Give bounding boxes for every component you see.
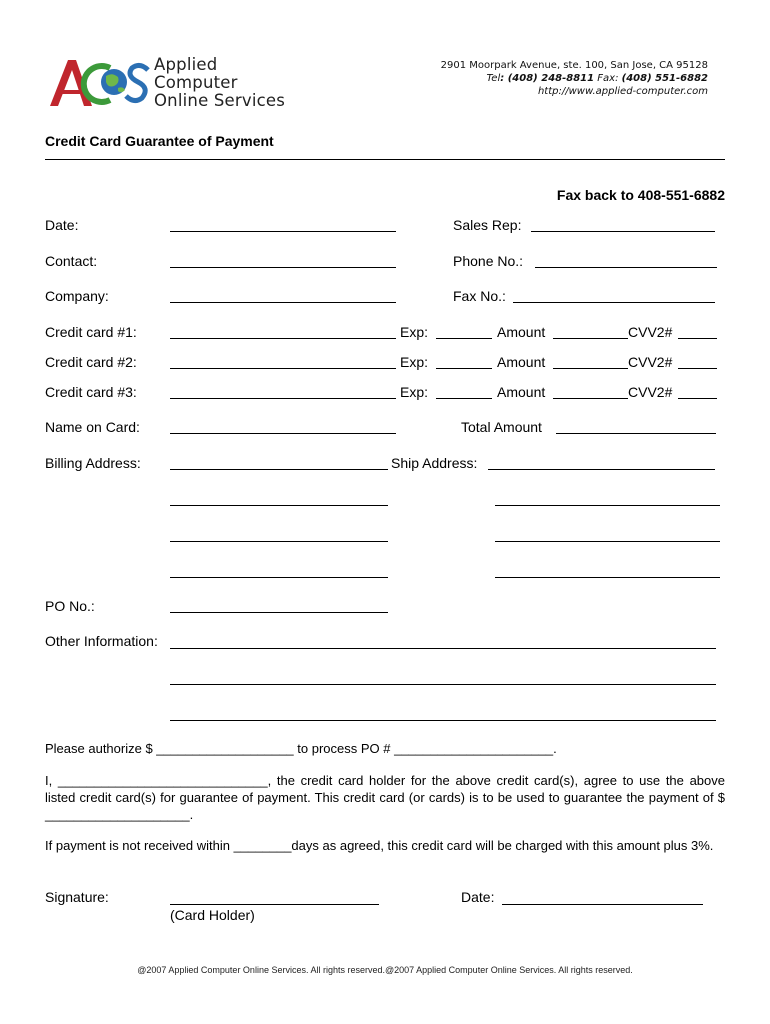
total-amount-label: Total Amount: [461, 419, 542, 435]
fax-back-note: Fax back to 408-551-6882: [556, 187, 725, 203]
billing-address-field-1[interactable]: [170, 469, 388, 470]
name-on-card-field[interactable]: [170, 433, 396, 434]
credit-card-3-cvv-label: CVV2#: [628, 384, 673, 400]
date-label: Date:: [45, 217, 79, 233]
total-amount-field[interactable]: [556, 433, 716, 434]
po-field[interactable]: [170, 612, 388, 613]
ship-address-field-4[interactable]: [495, 577, 720, 578]
other-info-field-2[interactable]: [170, 684, 716, 685]
credit-card-2-exp-label: Exp:: [400, 354, 429, 370]
credit-card-3-number-field[interactable]: [170, 398, 396, 399]
sales-rep-field[interactable]: [531, 231, 715, 232]
credit-card-2-cvv-field[interactable]: [678, 368, 717, 369]
credit-card-1-exp-label: Exp:: [400, 324, 429, 340]
credit-card-3-label: Credit card #3:: [45, 384, 137, 400]
billing-address-label: Billing Address:: [45, 455, 141, 471]
footer-copyright: @2007 Applied Computer Online Services. All rights reserved.@2007 Applied Computer Online Services. All rights reserved.: [137, 965, 633, 975]
fax-field[interactable]: [513, 302, 715, 303]
phone-label: Phone No.:: [453, 253, 524, 269]
credit-card-2-number-field[interactable]: [170, 368, 396, 369]
credit-card-3-amount-label: Amount: [497, 384, 546, 400]
title-divider: [45, 159, 725, 160]
other-info-field-3[interactable]: [170, 720, 716, 721]
credit-card-1-cvv-label: CVV2#: [628, 324, 673, 340]
company-name-line2: Computer: [154, 73, 238, 92]
payment-terms-text: If payment is not received within ________days as agreed, this credit card will be charged with this amount plus 3%.: [45, 838, 714, 853]
fax-number: (408) 551-6882: [621, 73, 708, 84]
tel-number: (408) 248-8811: [507, 73, 595, 84]
billing-address-field-3[interactable]: [170, 541, 388, 542]
fax-label: Fax No.:: [453, 288, 506, 304]
contact-label: Contact:: [45, 253, 98, 269]
credit-card-1-cvv-field[interactable]: [678, 338, 717, 339]
billing-address-field-4[interactable]: [170, 577, 388, 578]
credit-card-3-amount-field[interactable]: [553, 398, 628, 399]
credit-card-2-exp-field[interactable]: [436, 368, 492, 369]
other-info-label: Other Information:: [45, 633, 158, 649]
credit-card-1-amount-field[interactable]: [553, 338, 628, 339]
credit-card-1-number-field[interactable]: [170, 338, 396, 339]
credit-card-3-cvv-field[interactable]: [678, 398, 717, 399]
ship-address-field-2[interactable]: [495, 505, 720, 506]
company-logo: [48, 50, 288, 112]
ship-address-label: Ship Address:: [391, 455, 478, 471]
card-holder-caption: (Card Holder): [170, 907, 255, 923]
credit-card-2-amount-field[interactable]: [553, 368, 628, 369]
company-name-line3: Online Services: [154, 91, 286, 110]
ship-address-field-3[interactable]: [495, 541, 720, 542]
company-label: Company:: [45, 288, 109, 304]
billing-address-field-2[interactable]: [170, 505, 388, 506]
page-title: Credit Card Guarantee of Payment: [45, 133, 274, 149]
ship-address-field-1[interactable]: [488, 469, 715, 470]
name-on-card-label: Name on Card:: [45, 419, 140, 435]
signature-label: Signature:: [45, 889, 109, 905]
credit-card-2-label: Credit card #2:: [45, 354, 137, 370]
po-label: PO No.:: [45, 598, 95, 614]
acos-logo-icon: [48, 50, 154, 112]
tel-label: Tel: [486, 73, 501, 84]
fax-label-header: Fax:: [597, 73, 619, 84]
company-address: 2901 Moorpark Avenue, ste. 100, San Jose, CA 95128: [440, 60, 708, 71]
credit-card-1-label: Credit card #1:: [45, 324, 137, 340]
credit-card-3-exp-field[interactable]: [436, 398, 492, 399]
other-info-field-1[interactable]: [170, 648, 716, 649]
credit-card-2-cvv-label: CVV2#: [628, 354, 673, 370]
credit-card-3-exp-label: Exp:: [400, 384, 429, 400]
company-address-block: 2901 Moorpark Avenue, ste. 100, San Jose, CA 95128 Tel: (408) 248-8811 Fax: (408) 551-6882 http://www.applied-computer.com: [440, 60, 708, 97]
contact-field[interactable]: [170, 267, 396, 268]
guarantee-text: I, _____________________________, the credit card holder for the above credit card(s), agree to use the above listed credit card(s) for guarantee of payment. This credit card (or cards) is to be used to guarantee the payment of $ ____________________.: [45, 773, 725, 822]
sales-rep-label: Sales Rep:: [453, 217, 522, 233]
company-name-line1: Applied: [154, 55, 218, 74]
signature-field[interactable]: [170, 904, 379, 905]
authorize-text: Please authorize $ ___________________ to process PO # ______________________.: [45, 741, 557, 756]
signature-date-label: Date:: [461, 889, 495, 905]
date-field[interactable]: [170, 231, 396, 232]
credit-card-1-exp-field[interactable]: [436, 338, 492, 339]
company-field[interactable]: [170, 302, 396, 303]
company-website: http://www.applied-computer.com: [537, 86, 708, 97]
signature-date-field[interactable]: [502, 904, 703, 905]
phone-field[interactable]: [535, 267, 717, 268]
credit-card-1-amount-label: Amount: [497, 324, 546, 340]
credit-card-2-amount-label: Amount: [497, 354, 546, 370]
